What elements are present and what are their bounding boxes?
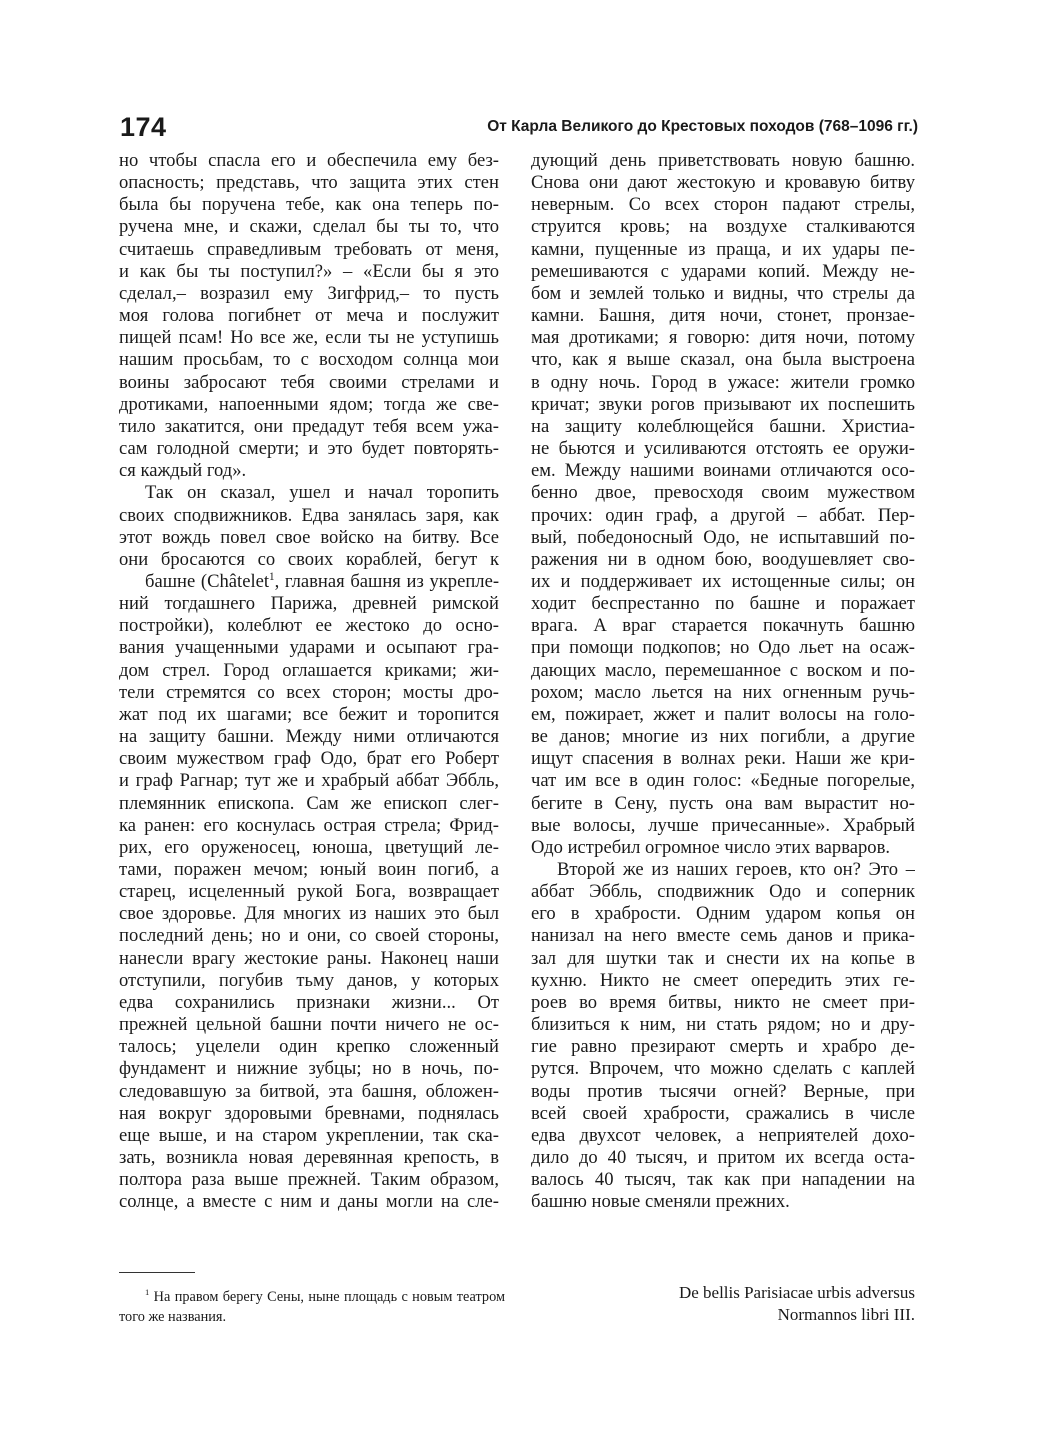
footnote-number: 1 (145, 1287, 150, 1298)
text-line: валось 40 тысяч, так как при нападении на (531, 1169, 915, 1191)
text-line: опасность; представь, что защита этих стен (119, 172, 499, 194)
text-line: камни, пущенные из праща, и их удары пе- (531, 238, 915, 260)
text-line: нашим просьбам, то с восходом солнца мои (119, 349, 499, 371)
text-line: ем. Между нашими воинами отличаются осо- (531, 460, 915, 482)
text-line: всей своей храбрости, сражались в числе (531, 1102, 915, 1124)
text-line: зал для шутки так и снести их на копье в (531, 947, 915, 969)
text-line: роев во время битвы, никто не смеет при- (531, 991, 915, 1013)
text-line: в одну ночь. Город в ужасе: жители громко (531, 371, 915, 393)
text-line: дом стрел. Город оглашается криками; жи- (119, 659, 499, 681)
text-line: ищут спасения в волнах реки. Наши же кри- (531, 748, 915, 770)
text-line: сделал,– возразил ему Зигфрид,– то пусть (119, 282, 499, 304)
text-line: сам голодной смерти; и это будет повторять- (119, 438, 499, 460)
text-line: отступили, погубив тьму данов, у которых (119, 969, 499, 991)
text-line: едва сохранились признаки жизни... От (119, 991, 499, 1013)
paragraph-3 (531, 150, 915, 859)
text-line: свое здоровье. Для многих из наших это был (119, 903, 499, 925)
text-line: полтора раза выше прежней. Таким образом, (119, 1169, 499, 1191)
text-line: бенно двое, превосходя своим мужеством (531, 482, 915, 504)
text-line: нанизал на него вместе семь данов и прика- (531, 925, 915, 947)
text-line: едва двухсот человек, а неприятелей дохо- (531, 1124, 915, 1146)
text-line: кухню. Никто не смеет опередить этих ге- (531, 969, 915, 991)
text-line: старец, исцеленный рукой Бога, возвращает (119, 881, 499, 903)
footnote (119, 1287, 505, 1327)
text-line: неверным. Со всех сторон падают стрелы, (531, 194, 915, 216)
text-line: тило закатится, они предадут тебя всем ужа- (119, 415, 499, 437)
text-line: на защиту башни. Между ними отличаются (119, 726, 499, 748)
footnote-rule (119, 1272, 195, 1273)
text-line: гие равно презирают смерть и храбро де- (531, 1036, 915, 1058)
text-line: тели стремятся со всех сторон; мосты дро- (119, 681, 499, 703)
text-line: вый, победоносный Одо, не испытавший по- (531, 526, 915, 548)
left-column (119, 150, 499, 1214)
paragraph-4 (531, 859, 915, 1214)
text-line: мая дротиками; я говорю: дитя ночи, потому (531, 327, 915, 349)
source-line-1: De bellis Parisiacae urbis adversus (678, 1283, 915, 1302)
text-line: рохом; масло льется на них огненным ручь- (531, 681, 915, 703)
text-line: на защиту колеблющейся башни. Христиа- (531, 415, 915, 437)
text-line: бегите в Сену, пусть она вам вырастит но- (531, 792, 915, 814)
text-line: солнце, а вместе с ним и даны могли на сле- (119, 1191, 499, 1213)
text-line: ний тогдашнего Парижа, древней римской (119, 593, 499, 615)
text-line: Так он сказал, ушел и начал торопить (145, 482, 499, 504)
text-line: талось; уцелели один крепко сложенный (119, 1036, 499, 1058)
text-line: ная вокруг здоровыми бревнами, поднялась (119, 1102, 499, 1124)
right-column (531, 150, 915, 1214)
text-line: и граф Рагнар; тут же и храбрый аббат Эббль, (119, 770, 499, 792)
note-line-end: , главная башня из укрепле- (274, 570, 499, 592)
text-line: Второй же из наших героев, кто он? Это – (557, 859, 915, 880)
source-line-2: Normannos libri III. (777, 1305, 915, 1324)
text-line: их и поддерживает их истощенные силы; он (531, 570, 915, 592)
text-line: струится кровь; на воздухе сталкиваются (531, 216, 915, 238)
footnote-mark: 1 (269, 570, 275, 583)
text-line: дающих масло, перемешанное с воском и по- (531, 659, 915, 681)
text-line-with-footnote-mark (119, 571, 499, 593)
footnote-text: На правом берегу Сены, ныне площадь с новым театром того же названия. (119, 1289, 505, 1325)
text-line: чат им все в один голос: «Бедные погорелые, (531, 770, 915, 792)
text-line: они бросаются со своих кораблей, бегут к (119, 548, 499, 570)
text-line: Одо истребил огромное число этих варваров. (531, 836, 891, 858)
text-line: бом и землей только и видны, что стрелы да (531, 282, 915, 304)
page-number: 174 (120, 112, 167, 142)
text-line: своих сподвижников. Едва занялась заря, как (119, 504, 499, 526)
text-line: дротиками, напоенными ядом; тогда же све- (119, 393, 499, 415)
text-line: жат под их шагами; все бежит и торопится (119, 703, 499, 725)
text-line: была бы поручена тебе, как она теперь по- (119, 194, 499, 216)
text-line: воины забросают тебя своими стрелами и (119, 371, 499, 393)
text-line: но чтобы спасла его и обеспечила ему без- (119, 150, 499, 171)
text-line: рутся. Впрочем, что можно сделать с каплей (531, 1058, 915, 1080)
text-line: своим мужеством граф Одо, брат его Роберт (119, 748, 499, 770)
text-line: башню новые сменяли прежних. (531, 1191, 790, 1213)
text-line: вые волосы, лучше причесанные». Храбрый (531, 814, 915, 836)
text-line: прежней цельной башни почти ничего не ос- (119, 1014, 499, 1036)
text-line: дило до 40 тысяч, и притом их всегда оста- (531, 1147, 915, 1169)
text-line: дующий день приветствовать новую башню. (531, 150, 915, 171)
text-line: постройки), колеблют ее жестоко до осно- (119, 615, 499, 637)
text-line: зать, возникла новая деревянная крепость, в (119, 1147, 499, 1169)
note-line-start: башне (Châtelet (145, 570, 270, 592)
text-line: еще выше, и на старом укреплении, так ска- (119, 1124, 499, 1146)
text-line: ве данов; многие из них погибли, а другие (531, 726, 915, 748)
text-line: моя голова погибнет от меча и послужит (119, 305, 499, 327)
text-line: тами, поражен мечом; юный воин погиб, а (119, 859, 499, 880)
text-line: ем, пожирает, жжет и палит волосы на голо- (531, 703, 915, 725)
text-line: при помощи подкопов; но Одо льет на осаж- (531, 637, 915, 659)
text-line: кричат; звуки рогов призывают их поспешить (531, 393, 915, 415)
text-line: племянник епископа. Сам же епископ слег- (119, 792, 499, 814)
text-line: и как бы ты поступил?» – «Если бы я это (119, 260, 499, 282)
text-line: его в храбрости. Одним ударом копья он (531, 903, 915, 925)
text-line: следовавшую за битвой, эта башня, обложен- (119, 1080, 499, 1102)
paragraph-1 (119, 150, 499, 482)
text-line: ручена мне, и скажи, сделал бы ты то, что (119, 216, 499, 238)
text-line: прочих: один граф, а другой – аббат. Пер- (531, 504, 915, 526)
text-line: вания учащенными ударами и осыпают гра- (119, 637, 499, 659)
text-line: нанесли врагу жестокие раны. Наконец наши (119, 947, 499, 969)
text-line: что, как я выше сказал, она была выстроена (531, 349, 915, 371)
text-line: рих, его оруженосец, юноша, цветущий ле- (119, 836, 499, 858)
text-line: ремешиваются с ударами копий. Между не- (531, 260, 915, 282)
running-title: От Карла Великого до Крестовых походов (768–1096 гг.) (487, 118, 918, 135)
text-line: Снова они дают жестокую и кровавую битву (531, 172, 915, 194)
text-line: ся каждый год». (119, 460, 247, 482)
source-citation (615, 1282, 915, 1326)
text-line: не бьются и усиливаются отстоять ее оружи- (531, 438, 915, 460)
text-line: камни. Башня, дитя ночи, стонет, пронзае- (531, 305, 915, 327)
text-line: считаешь справедливым требовать от меня, (119, 238, 499, 260)
text-line: ходит беспрестанно по башне и поражает (531, 593, 915, 615)
text-line: врага. А враг старается покачнуть башню (531, 615, 915, 637)
text-line: фундамент и нижние зубцы; но в ночь, по- (119, 1058, 499, 1080)
text-line: ка ранен: его коснулась острая стрела; Фрид- (119, 814, 499, 836)
text-line: воды против тысячи огней? Верные, при (531, 1080, 915, 1102)
paragraph-2 (119, 482, 499, 1213)
text-line: аббат Эббль, сподвижник Одо и соперник (531, 881, 915, 903)
text-line: последний день; но и они, со своей стороны, (119, 925, 499, 947)
text-line: этот вождь повел свое войско на битву. Все (119, 526, 499, 548)
text-line: ражения ни в одном бою, воодушевляет сво- (531, 548, 915, 570)
text-line: пищей псам! Но все же, если ты не уступишь (119, 327, 499, 349)
text-line: близиться к ним, ни стать рядом; но и дру- (531, 1014, 915, 1036)
